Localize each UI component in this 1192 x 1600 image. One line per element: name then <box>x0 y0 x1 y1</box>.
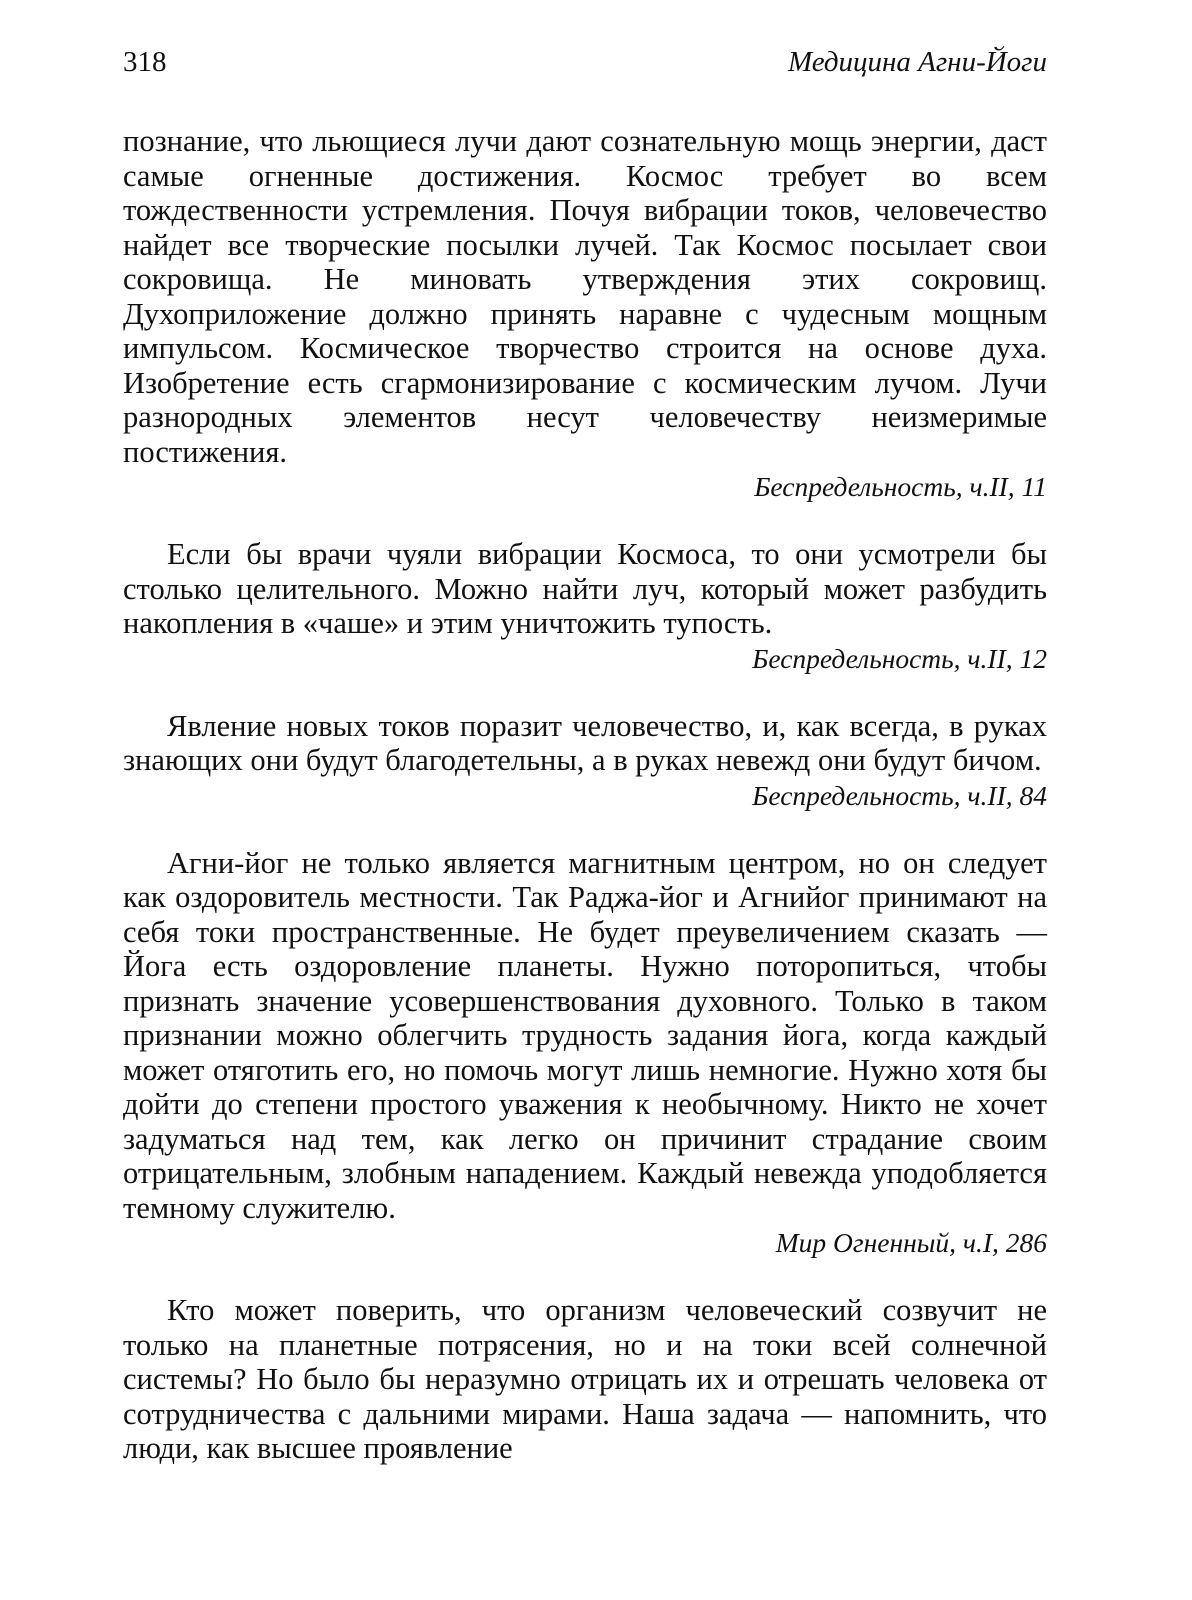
source-citation-3: Беспредельность, ч.II, 84 <box>752 779 1047 811</box>
paragraph-gap <box>123 1261 1047 1293</box>
source-citation-1: Беспредельность, ч.II, 11 <box>754 471 1047 502</box>
paragraph-gap <box>123 505 1047 537</box>
paragraph-2: Если бы врачи чуяли вибрации Космоса, то они усмотрели бы столько целительного. Можно найти луч, который может разбудить накопления в «чаше» и этим уничтожить тупость. <box>123 537 1047 640</box>
source-citation-4: Мир Огненный, ч.I, 286 <box>775 1227 1047 1258</box>
paragraph-1: познание, что льющиеся лучи дают сознательную мощь энергии, даст самые огненные достижения. Космос требует во всем тождественности устремления. Почуя вибрации токов, человечество найдет все творческие посылки лучей. Так Космос посылает свои сокровища. Не миновать утверждения этих сокровищ. Духоприложение должно принять наравне с чудесным мощным импульсом. Космическое творчество строится на основе духа. Изобретение есть сгармонизирование с космическим лучом. Лучи разнородных элементов несут человечеству неизмеримые постижения. <box>123 124 1047 469</box>
paragraph-gap <box>123 677 1047 709</box>
running-title: Медицина Агни-Йоги <box>787 46 1047 78</box>
page-content <box>123 124 1047 1466</box>
book-page <box>123 40 1047 1580</box>
page-header <box>123 40 1047 84</box>
paragraph-gap <box>123 814 1047 846</box>
paragraph-5: Кто может поверить, что организм человеческий созвучит не только на планетные потрясения, но и на токи всей солнечной системы? Но было бы неразумно отрицать их и отрешать человека от сотрудничества с дальними мирами. Наша задача — напомнить, что люди, как высшее проявление <box>123 1293 1047 1465</box>
page-number: 318 <box>123 46 167 78</box>
paragraph-4: Агни-йог не только является магнитным центром, но он следует как оздоровитель местности. Так Раджа-йог и Агнийог принимают на себя токи пространственные. Не будет преувеличением сказать — Йога есть оздоровление планеты. Нужно поторопиться, чтобы признать значение усовершенствования духовного. Только в таком признании можно облегчить трудность задания йога, когда каждый может отяготить его, но помочь могут лишь немногие. Нужно хотя бы дойти до степени простого уважения к необычному. Никто не хочет задуматься над тем, как легко он причинит страдание своим отрицательным, злобным нападением. Каждый невежда уподобляется темному служителю. <box>123 845 1047 1225</box>
source-citation-2: Беспредельность, ч.II, 12 <box>752 642 1047 674</box>
paragraph-3: Явление новых токов поразит человечество, и, как всегда, в руках знающих они будут благодетельны, а в руках невежд они будут бичом. <box>123 708 1047 777</box>
